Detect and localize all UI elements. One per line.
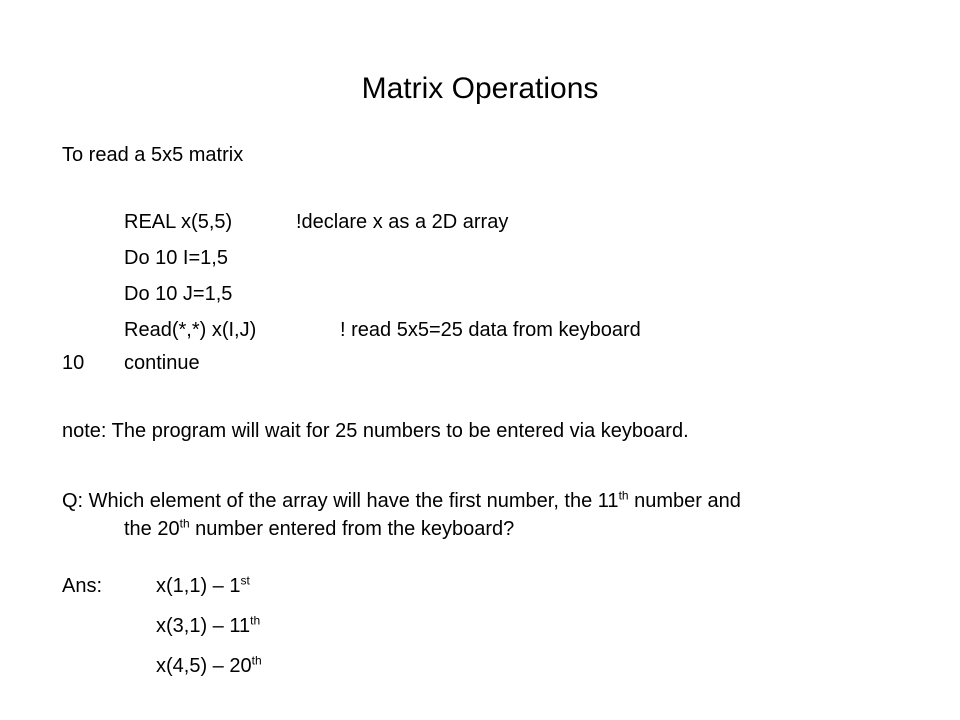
answer-item-2	[156, 613, 260, 639]
question-text-b: number and	[628, 490, 741, 512]
answer-item-2-text: x(3,1) – 11	[156, 615, 251, 637]
question-sup-a: th	[618, 488, 629, 503]
answer-item-2-sup: th	[250, 613, 261, 628]
answer-item-3-sup: th	[251, 653, 262, 668]
question-text-c: the 20	[124, 518, 180, 540]
code-line-declare: REAL x(5,5)	[124, 211, 233, 233]
code-comment-read: ! read 5x5=25 data from keyboard	[340, 319, 641, 341]
question-line-1	[62, 488, 741, 514]
code-line-read: Read(*,*) x(I,J)	[124, 319, 257, 341]
question-text-a: Q: Which element of the array will have the first number, the 11	[62, 490, 619, 512]
question-line-2	[124, 516, 514, 542]
intro-text: To read a 5x5 matrix	[62, 144, 244, 166]
slide-title: Matrix Operations	[361, 72, 599, 105]
answer-item-1	[156, 573, 250, 599]
code-line-do-j: Do 10 J=1,5	[124, 283, 233, 305]
answer-item-3	[156, 653, 262, 679]
question-sup-b: th	[179, 516, 190, 531]
answer-item-1-sup: st	[240, 573, 250, 588]
code-label-10: 10	[62, 352, 85, 374]
answer-item-3-text: x(4,5) – 20	[156, 655, 252, 677]
note-text: note: The program will wait for 25 numbers to be entered via keyboard.	[62, 420, 689, 442]
question-text-d: number entered from the keyboard?	[189, 518, 515, 540]
answer-label: Ans:	[62, 575, 103, 597]
code-line-continue: continue	[124, 352, 200, 374]
answer-item-1-text: x(1,1) – 1	[156, 575, 241, 597]
code-comment-declare: !declare x as a 2D array	[296, 211, 509, 233]
code-line-do-i: Do 10 I=1,5	[124, 247, 228, 269]
